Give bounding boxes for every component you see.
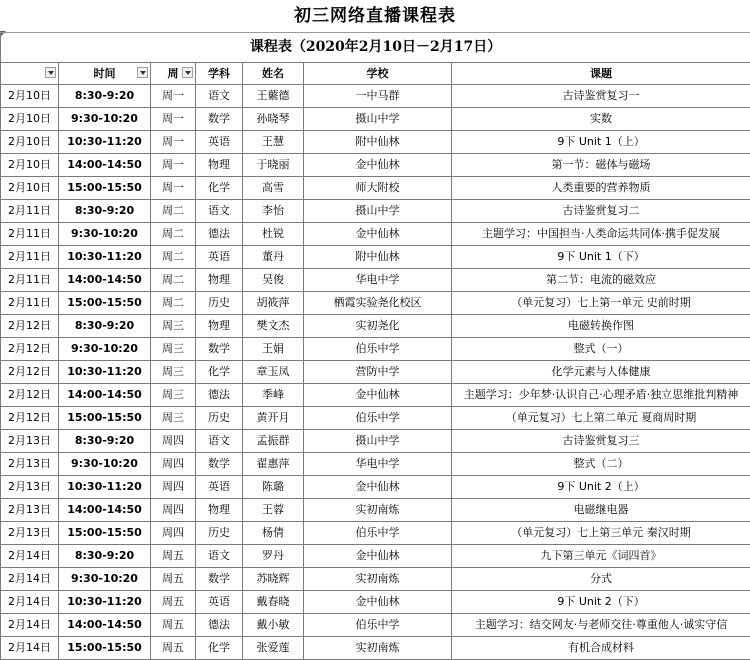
teacher-cell[interactable]: 杨倩 [243, 522, 304, 545]
date-cell[interactable]: 2月14日 [1, 614, 59, 637]
school-cell[interactable]: 金中仙林 [304, 476, 452, 499]
teacher-cell[interactable]: 王蘩德 [243, 85, 304, 108]
time-cell[interactable]: 8:30-9:20 [59, 200, 151, 223]
table-row [1, 476, 750, 499]
teacher-cell[interactable]: 戴春晓 [243, 591, 304, 614]
subject-cell[interactable]: 数学 [196, 338, 243, 361]
weekday-cell[interactable]: 周二 [151, 223, 196, 246]
table-row [1, 131, 750, 154]
time-cell[interactable]: 14:00-14:50 [59, 154, 151, 177]
topic-cell[interactable]: 整式（一） [452, 338, 750, 361]
time-cell[interactable]: 8:30-9:20 [59, 85, 151, 108]
topic-cell[interactable]: 第二节：电流的磁效应 [452, 269, 750, 292]
teacher-cell[interactable]: 王蓉 [243, 499, 304, 522]
time-cell[interactable]: 10:30-11:20 [59, 131, 151, 154]
school-cell[interactable]: 金中仙林 [304, 591, 452, 614]
column-header-date [1, 63, 59, 85]
topic-cell[interactable]: 主题学习：少年梦·认识自己·心理矛盾·独立思维批判精神 [452, 384, 750, 407]
teacher-cell[interactable]: 张爱莲 [243, 637, 304, 660]
date-cell[interactable]: 2月11日 [1, 246, 59, 269]
teacher-cell[interactable]: 陈璐 [243, 476, 304, 499]
time-cell[interactable]: 14:00-14:50 [59, 384, 151, 407]
subject-cell[interactable]: 化学 [196, 361, 243, 384]
weekday-cell[interactable]: 周三 [151, 315, 196, 338]
table-row [1, 269, 750, 292]
school-cell[interactable]: 摄山中学 [304, 108, 452, 131]
school-cell[interactable]: 实初尧化 [304, 315, 452, 338]
weekday-cell[interactable]: 周四 [151, 499, 196, 522]
school-cell[interactable]: 附中仙林 [304, 246, 452, 269]
teacher-cell[interactable]: 章玉凤 [243, 361, 304, 384]
topic-cell[interactable]: 电磁继电器 [452, 499, 750, 522]
subject-cell[interactable]: 德法 [196, 223, 243, 246]
school-cell[interactable]: 实初南炼 [304, 637, 452, 660]
table-row [1, 361, 750, 384]
teacher-cell[interactable]: 黄开月 [243, 407, 304, 430]
school-cell[interactable]: 实初南炼 [304, 568, 452, 591]
time-cell[interactable]: 10:30-11:20 [59, 246, 151, 269]
topic-cell[interactable]: 主题学习：结交网友·与老师交往·尊重他人·诚实守信 [452, 614, 750, 637]
weekday-cell[interactable]: 周一 [151, 108, 196, 131]
subject-cell[interactable]: 语文 [196, 430, 243, 453]
subject-cell[interactable]: 化学 [196, 637, 243, 660]
time-cell[interactable]: 9:30-10:20 [59, 108, 151, 131]
time-cell[interactable]: 15:00-15:50 [59, 637, 151, 660]
school-cell[interactable]: 伯乐中学 [304, 407, 452, 430]
school-cell[interactable]: 实初南炼 [304, 499, 452, 522]
filter-dropdown-icon[interactable] [182, 67, 193, 78]
subject-cell[interactable]: 数学 [196, 453, 243, 476]
date-cell[interactable]: 2月11日 [1, 269, 59, 292]
teacher-cell[interactable]: 樊文杰 [243, 315, 304, 338]
topic-cell[interactable]: 九下第三单元《词四首》 [452, 545, 750, 568]
teacher-cell[interactable]: 王慧 [243, 131, 304, 154]
topic-cell[interactable]: 整式（二） [452, 453, 750, 476]
subject-cell[interactable]: 数学 [196, 108, 243, 131]
weekday-cell[interactable]: 周四 [151, 476, 196, 499]
table-row [1, 591, 750, 614]
teacher-cell[interactable]: 董丹 [243, 246, 304, 269]
weekday-cell[interactable]: 周二 [151, 200, 196, 223]
topic-cell[interactable]: 分式 [452, 568, 750, 591]
date-cell[interactable]: 2月11日 [1, 292, 59, 315]
time-cell[interactable]: 9:30-10:20 [59, 568, 151, 591]
table-row [1, 246, 750, 269]
school-cell[interactable]: 金中仙林 [304, 545, 452, 568]
weekday-cell[interactable]: 周一 [151, 131, 196, 154]
table-subtitle: 课程表（2020年2月10日－2月17日） [1, 33, 750, 63]
school-cell[interactable]: 师大附校 [304, 177, 452, 200]
time-cell[interactable]: 9:30-10:20 [59, 453, 151, 476]
topic-cell[interactable]: 9下 Unit 2（下） [452, 591, 750, 614]
time-cell[interactable]: 10:30-11:20 [59, 476, 151, 499]
teacher-cell[interactable]: 杜锐 [243, 223, 304, 246]
filter-dropdown-icon[interactable] [45, 67, 56, 78]
teacher-cell[interactable]: 于晓丽 [243, 154, 304, 177]
weekday-cell[interactable]: 周三 [151, 361, 196, 384]
topic-cell[interactable]: 9下 Unit 1（下） [452, 246, 750, 269]
table-row [1, 545, 750, 568]
subject-cell[interactable]: 数学 [196, 568, 243, 591]
topic-cell[interactable]: 古诗鉴赏复习二 [452, 200, 750, 223]
column-header-school: 学校 [304, 63, 452, 85]
teacher-cell[interactable]: 季峰 [243, 384, 304, 407]
date-cell[interactable]: 2月14日 [1, 591, 59, 614]
table-row [1, 407, 750, 430]
table-row [1, 499, 750, 522]
weekday-cell[interactable]: 周二 [151, 292, 196, 315]
weekday-cell[interactable]: 周四 [151, 430, 196, 453]
weekday-cell[interactable]: 周二 [151, 269, 196, 292]
teacher-cell[interactable]: 胡筱萍 [243, 292, 304, 315]
subject-cell[interactable]: 语文 [196, 545, 243, 568]
time-cell[interactable]: 15:00-15:50 [59, 522, 151, 545]
subject-cell[interactable]: 英语 [196, 246, 243, 269]
table-row [1, 200, 750, 223]
teacher-cell[interactable]: 吴俊 [243, 269, 304, 292]
topic-cell[interactable]: 有机合成材料 [452, 637, 750, 660]
school-cell[interactable]: 摄山中学 [304, 430, 452, 453]
time-cell[interactable]: 10:30-11:20 [59, 591, 151, 614]
table-row [1, 614, 750, 637]
time-cell[interactable]: 15:00-15:50 [59, 177, 151, 200]
school-cell[interactable]: 栖霞实验尧化校区 [304, 292, 452, 315]
date-cell[interactable]: 2月10日 [1, 131, 59, 154]
subject-cell[interactable]: 语文 [196, 85, 243, 108]
time-cell[interactable]: 10:30-11:20 [59, 361, 151, 384]
subject-cell[interactable]: 物理 [196, 315, 243, 338]
teacher-cell[interactable]: 李怡 [243, 200, 304, 223]
topic-cell[interactable]: 主题学习：中国担当·人类命运共同体·携手促发展 [452, 223, 750, 246]
table-row [1, 223, 750, 246]
column-header-time: 时间 [59, 63, 151, 85]
school-cell[interactable]: 华电中学 [304, 269, 452, 292]
topic-cell[interactable]: 9下 Unit 2（上） [452, 476, 750, 499]
table-row [1, 430, 750, 453]
time-cell[interactable]: 15:00-15:50 [59, 292, 151, 315]
subject-cell[interactable]: 语文 [196, 200, 243, 223]
column-header-subject: 学科 [196, 63, 243, 85]
date-cell[interactable]: 2月12日 [1, 315, 59, 338]
teacher-cell[interactable]: 戴小敏 [243, 614, 304, 637]
school-cell[interactable]: 金中仙林 [304, 384, 452, 407]
school-cell[interactable]: 一中马群 [304, 85, 452, 108]
weekday-cell[interactable]: 周二 [151, 246, 196, 269]
time-cell[interactable]: 14:00-14:50 [59, 269, 151, 292]
time-cell[interactable]: 8:30-9:20 [59, 315, 151, 338]
school-cell[interactable]: 金中仙林 [304, 154, 452, 177]
teacher-cell[interactable]: 孟振群 [243, 430, 304, 453]
table-row [1, 315, 750, 338]
subject-cell[interactable]: 德法 [196, 614, 243, 637]
subject-cell[interactable]: 历史 [196, 292, 243, 315]
date-cell[interactable]: 2月10日 [1, 108, 59, 131]
time-cell[interactable]: 8:30-9:20 [59, 430, 151, 453]
weekday-cell[interactable]: 周三 [151, 407, 196, 430]
date-cell[interactable]: 2月12日 [1, 407, 59, 430]
school-cell[interactable]: 金中仙林 [304, 223, 452, 246]
date-cell[interactable]: 2月13日 [1, 499, 59, 522]
date-cell[interactable]: 2月13日 [1, 430, 59, 453]
school-cell[interactable]: 华电中学 [304, 453, 452, 476]
subject-cell[interactable]: 英语 [196, 476, 243, 499]
table-row [1, 177, 750, 200]
subject-cell[interactable]: 物理 [196, 499, 243, 522]
date-cell[interactable]: 2月11日 [1, 223, 59, 246]
topic-cell[interactable]: 古诗鉴赏复习一 [452, 85, 750, 108]
table-row [1, 154, 750, 177]
date-cell[interactable]: 2月11日 [1, 200, 59, 223]
weekday-cell[interactable]: 周四 [151, 453, 196, 476]
time-cell[interactable]: 15:00-15:50 [59, 407, 151, 430]
teacher-cell[interactable]: 苏晓辉 [243, 568, 304, 591]
table-row [1, 108, 750, 131]
time-cell[interactable]: 14:00-14:50 [59, 499, 151, 522]
date-cell[interactable]: 2月13日 [1, 522, 59, 545]
weekday-cell[interactable]: 周五 [151, 545, 196, 568]
weekday-cell[interactable]: 周五 [151, 591, 196, 614]
header-row [1, 63, 750, 85]
weekday-cell[interactable]: 周五 [151, 568, 196, 591]
time-cell[interactable]: 8:30-9:20 [59, 545, 151, 568]
subject-cell[interactable]: 化学 [196, 177, 243, 200]
table-row [1, 568, 750, 591]
date-cell[interactable]: 2月14日 [1, 568, 59, 591]
weekday-cell[interactable]: 周三 [151, 338, 196, 361]
topic-cell[interactable]: 古诗鉴赏复习三 [452, 430, 750, 453]
school-cell[interactable]: 附中仙林 [304, 131, 452, 154]
weekday-cell[interactable]: 周一 [151, 177, 196, 200]
topic-cell[interactable]: （单元复习）七上第二单元 夏商周时期 [452, 407, 750, 430]
weekday-cell[interactable]: 周一 [151, 154, 196, 177]
subject-cell[interactable]: 英语 [196, 591, 243, 614]
column-header-weekday: 周 [151, 63, 196, 85]
topic-cell[interactable]: 9下 Unit 1（上） [452, 131, 750, 154]
school-cell[interactable]: 营防中学 [304, 361, 452, 384]
school-cell[interactable]: 摄山中学 [304, 200, 452, 223]
topic-cell[interactable]: 实数 [452, 108, 750, 131]
topic-cell[interactable]: （单元复习）七上第一单元 史前时期 [452, 292, 750, 315]
table-row [1, 453, 750, 476]
table-row [1, 384, 750, 407]
column-header-topic: 课题 [452, 63, 750, 85]
weekday-cell[interactable]: 周三 [151, 384, 196, 407]
subject-cell[interactable]: 物理 [196, 154, 243, 177]
subject-cell[interactable]: 德法 [196, 384, 243, 407]
subject-cell[interactable]: 历史 [196, 522, 243, 545]
table-row [1, 338, 750, 361]
schedule-table [0, 32, 750, 660]
date-cell[interactable]: 2月14日 [1, 545, 59, 568]
date-cell[interactable]: 2月13日 [1, 453, 59, 476]
subject-cell[interactable]: 物理 [196, 269, 243, 292]
topic-cell[interactable]: 第一节：磁体与磁场 [452, 154, 750, 177]
date-cell[interactable]: 2月13日 [1, 476, 59, 499]
date-cell[interactable]: 2月10日 [1, 85, 59, 108]
time-cell[interactable]: 14:00-14:50 [59, 614, 151, 637]
table-row [1, 637, 750, 660]
teacher-cell[interactable]: 罗丹 [243, 545, 304, 568]
table-row [1, 292, 750, 315]
topic-cell[interactable]: 化学元素与人体健康 [452, 361, 750, 384]
date-cell[interactable]: 2月12日 [1, 361, 59, 384]
date-cell[interactable]: 2月10日 [1, 177, 59, 200]
subject-cell[interactable]: 英语 [196, 131, 243, 154]
date-cell[interactable]: 2月12日 [1, 338, 59, 361]
topic-cell[interactable]: （单元复习）七上第三单元 秦汉时期 [452, 522, 750, 545]
weekday-cell[interactable]: 周一 [151, 85, 196, 108]
teacher-cell[interactable]: 孙晓琴 [243, 108, 304, 131]
subject-cell[interactable]: 历史 [196, 407, 243, 430]
page-title: 初三网络直播课程表 [0, 0, 750, 32]
date-cell[interactable]: 2月12日 [1, 384, 59, 407]
time-cell[interactable]: 9:30-10:20 [59, 223, 151, 246]
school-cell[interactable]: 伯乐中学 [304, 614, 452, 637]
table-row [1, 522, 750, 545]
filter-dropdown-icon[interactable] [137, 67, 148, 78]
date-cell[interactable]: 2月10日 [1, 154, 59, 177]
weekday-cell[interactable]: 周五 [151, 637, 196, 660]
weekday-cell[interactable]: 周四 [151, 522, 196, 545]
school-cell[interactable]: 伯乐中学 [304, 522, 452, 545]
weekday-cell[interactable]: 周五 [151, 614, 196, 637]
topic-cell[interactable]: 人类重要的营养物质 [452, 177, 750, 200]
teacher-cell[interactable]: 高雪 [243, 177, 304, 200]
school-cell[interactable]: 伯乐中学 [304, 338, 452, 361]
date-cell[interactable]: 2月14日 [1, 637, 59, 660]
teacher-cell[interactable]: 翟惠萍 [243, 453, 304, 476]
column-header-teacher: 姓名 [243, 63, 304, 85]
time-cell[interactable]: 9:30-10:20 [59, 338, 151, 361]
teacher-cell[interactable]: 王娟 [243, 338, 304, 361]
topic-cell[interactable]: 电磁转换作图 [452, 315, 750, 338]
table-row [1, 85, 750, 108]
